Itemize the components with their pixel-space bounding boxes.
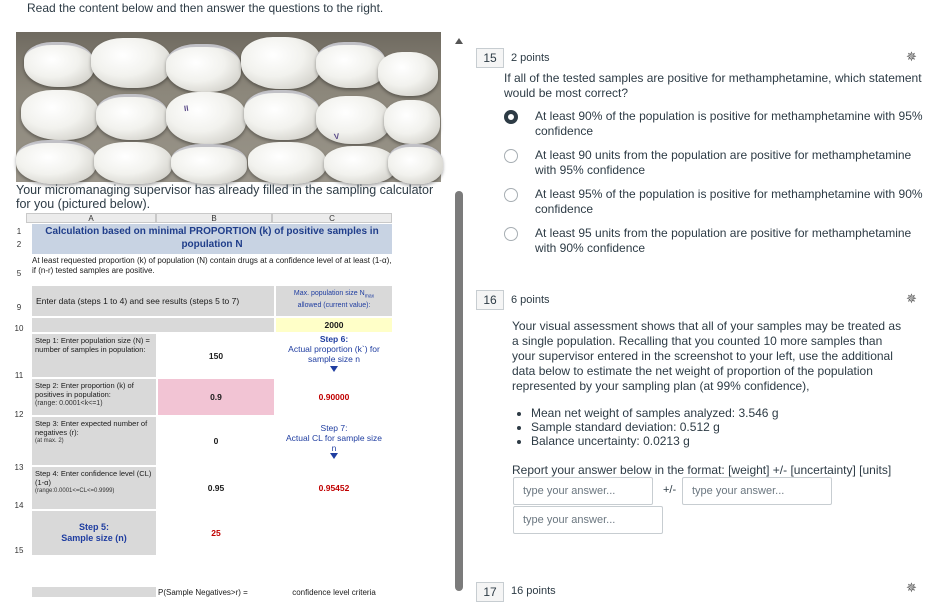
sample-bag xyxy=(166,92,246,144)
units-answer-input[interactable]: type your answer... xyxy=(513,506,663,534)
calculator-title: Calculation based on minimal PROPORTION (k) of positive samples in population N xyxy=(32,224,392,254)
row-number: 13 xyxy=(14,463,24,472)
step6-cell xyxy=(276,334,392,377)
list-item: • Mean net weight of samples analyzed: 3.546 g xyxy=(531,406,779,420)
down-triangle-icon xyxy=(330,453,338,459)
step2-text: Step 2: Enter proportion (k) of positives in population: xyxy=(35,381,134,399)
option-label: At least 95 units from the population are positive for methamphetamine with 90% confidence xyxy=(535,226,912,255)
question-15-option-1[interactable] xyxy=(504,109,924,139)
step3-range: (at max. 2) xyxy=(35,438,64,444)
row-number: 1 xyxy=(16,227,22,236)
step3-label xyxy=(32,417,156,465)
max-population-value: 2000 xyxy=(276,318,392,332)
row-number: 15 xyxy=(14,546,24,555)
questions-pane xyxy=(476,0,933,599)
photo-label: II xyxy=(183,103,190,114)
question-15-number: 15 xyxy=(476,48,504,68)
step2-range: (range: 0.0001<k<=1) xyxy=(35,400,103,407)
radio-unselected[interactable] xyxy=(504,227,518,241)
pin-icon[interactable]: ✵ xyxy=(906,580,917,595)
reading-content-pane xyxy=(0,20,450,597)
answer-format-text: Report your answer below in the format: [weight] +/- [uncertainty] [units] xyxy=(512,463,892,477)
sample-bag xyxy=(316,42,386,88)
row-number: 5 xyxy=(16,269,22,278)
radio-selected[interactable] xyxy=(504,110,518,124)
sample-bag xyxy=(248,142,326,184)
sample-bag xyxy=(388,144,443,184)
sample-bag xyxy=(24,42,94,87)
pane-scrollbar[interactable] xyxy=(454,38,464,591)
row-number: 12 xyxy=(14,410,24,419)
step4-value[interactable]: 0.95 xyxy=(158,467,274,509)
step2-label xyxy=(32,379,156,415)
sample-bag xyxy=(171,144,247,184)
sample-bag xyxy=(384,100,440,144)
step3-value[interactable]: 0 xyxy=(158,417,274,465)
max-population-label-text: Max. population size N xyxy=(293,290,365,297)
step5-title: Step 5: xyxy=(78,522,109,532)
max-population-label-suffix: allowed (current value): xyxy=(297,302,371,310)
max-population-label xyxy=(276,286,392,316)
option-label: At least 95% of the population is positive for methamphetamine with 90% confidence xyxy=(535,187,923,216)
partial-cell xyxy=(32,587,156,597)
column-header-c: C xyxy=(272,213,392,223)
sample-bag xyxy=(166,44,241,92)
sample-bag xyxy=(324,146,396,184)
question-17-points: 16 points xyxy=(511,585,556,597)
question-17-number: 17 xyxy=(476,582,504,602)
column-header-a: A xyxy=(26,213,156,223)
sample-bag xyxy=(244,90,320,140)
question-15-text: If all of the tested samples are positive for methamphetamine, which statement would be most correct? xyxy=(504,71,922,100)
question-16-points: 6 points xyxy=(511,294,550,306)
supervisor-text: Your micromanaging supervisor has already filled in the sampling calculator for you (pictured below). xyxy=(16,183,434,211)
column-header-b: B xyxy=(156,213,272,223)
step6-value: 0.90000 xyxy=(276,379,392,415)
step4-text: Step 4: Enter confidence level (CL) (1-α) xyxy=(35,469,152,487)
step3-text: Step 3: Enter expected number of negatives (r): xyxy=(35,419,148,437)
confidence-criteria-label: confidence level criteria xyxy=(292,588,376,597)
step1-value[interactable]: 150 xyxy=(158,334,274,377)
radio-unselected[interactable] xyxy=(504,149,518,163)
list-item: • Balance uncertainty: 0.0213 g xyxy=(531,434,779,448)
step2-value[interactable]: 0.9 xyxy=(158,379,274,415)
step7-cell xyxy=(276,417,392,465)
step4-range: (range:0.0001<=CL<=0.9999) xyxy=(35,488,115,494)
row-number: 10 xyxy=(14,324,24,333)
weight-answer-input[interactable]: type your answer... xyxy=(513,477,653,505)
plus-minus-label: +/- xyxy=(663,484,677,496)
row-number: 2 xyxy=(16,240,22,249)
row-number: 14 xyxy=(14,501,24,510)
sample-bag xyxy=(94,142,172,184)
question-15-option-2[interactable] xyxy=(504,148,924,178)
sample-bag xyxy=(241,37,321,89)
pin-icon[interactable]: ✵ xyxy=(906,49,917,64)
enter-data-instruction: Enter data (steps 1 to 4) and see results (steps 5 to 7) xyxy=(32,286,274,316)
list-item: • Sample standard deviation: 0.512 g xyxy=(531,420,779,434)
row-number: 9 xyxy=(16,303,22,312)
sample-bag xyxy=(16,140,96,184)
step7-n: n xyxy=(331,443,337,453)
scrollbar-thumb[interactable] xyxy=(455,191,463,591)
max-population-label-sub: max xyxy=(364,293,375,300)
requirement-text: At least requested proportion (k) of population (N) contain drugs at a confidence level of at least (1-α), if (n-r) tested samples are positive. xyxy=(32,256,392,280)
sample-bag xyxy=(21,90,99,140)
option-label: At least 90 units from the population are positive for methamphetamine with 95% confidence xyxy=(535,148,912,177)
step5-label xyxy=(32,511,156,555)
question-15-points: 2 points xyxy=(511,52,550,64)
sample-bag xyxy=(316,96,390,144)
spacer-cell xyxy=(32,318,274,332)
question-16-data-list xyxy=(531,406,779,448)
option-label: At least 90% of the population is positive for methamphetamine with 95% confidence xyxy=(535,109,923,138)
step5-text: Sample size (n) xyxy=(61,533,127,543)
probability-label: P(Sample Negatives>r) = xyxy=(158,588,248,597)
uncertainty-answer-input[interactable]: type your answer... xyxy=(682,477,832,505)
scroll-up-arrow-icon[interactable] xyxy=(455,38,463,44)
step7-text: Actual CL for sample size xyxy=(285,433,383,443)
radio-unselected[interactable] xyxy=(504,188,518,202)
sample-bag xyxy=(91,38,171,88)
step6-text: Actual proportion (k`) for sample size n xyxy=(288,344,380,364)
step4-label xyxy=(32,467,156,509)
question-16-text: Your visual assessment shows that all of your samples may be treated as a single population. Recalling that you counted 10 more samples than your supervisor entered in the screenshot to your left, use the additional data below to estimate the net weight of proportion of the population represented by your sampling plan (at 99% confidence), xyxy=(512,319,902,393)
question-15-option-4[interactable] xyxy=(504,226,924,256)
drug-samples-photo xyxy=(16,32,441,182)
row-number: 11 xyxy=(14,371,24,380)
pin-icon[interactable]: ✵ xyxy=(906,291,917,306)
step7-title: Step 7: xyxy=(320,423,348,433)
step1-label: Step 1: Enter population size (N) = number of samples in population: xyxy=(32,334,156,377)
down-triangle-icon xyxy=(330,366,338,372)
photo-label: V xyxy=(333,131,340,142)
sample-bag xyxy=(378,52,438,96)
question-15-option-3[interactable] xyxy=(504,187,924,217)
step5-value: 25 xyxy=(158,511,274,555)
question-16-number: 16 xyxy=(476,290,504,310)
step7-value: 0.95452 xyxy=(276,467,392,509)
sample-bag xyxy=(96,94,168,140)
step6-title: Step 6: xyxy=(319,334,349,344)
instructions-text: Read the content below and then answer the questions to the right. xyxy=(27,1,384,15)
